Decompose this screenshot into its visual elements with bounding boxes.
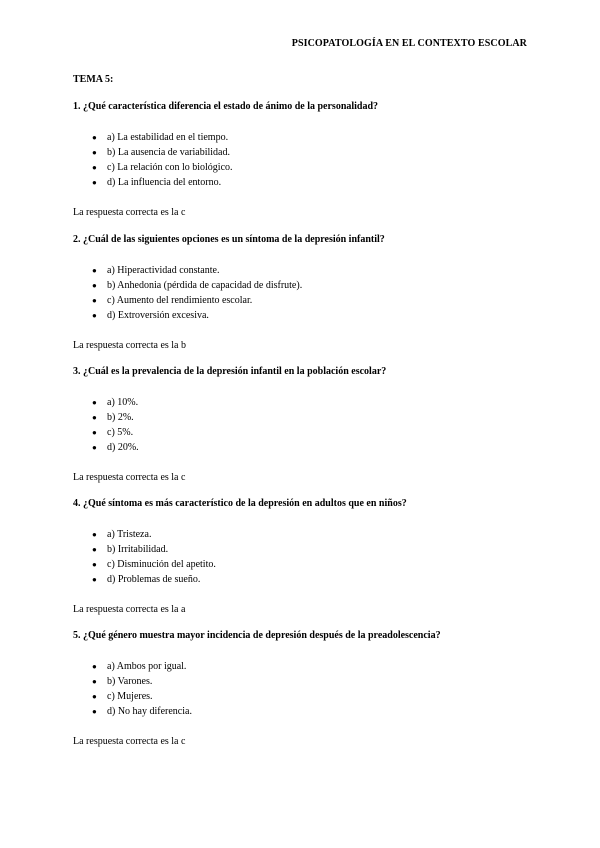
option-item: ● c) Disminución del apetito. bbox=[92, 559, 216, 570]
answer-text: La respuesta correcta es la a bbox=[73, 604, 186, 615]
bullet-icon: ● bbox=[92, 692, 97, 701]
option-item: ● a) 10%. bbox=[92, 397, 139, 408]
question-title: 2. ¿Cuál de las siguientes opciones es un síntoma de la depresión infantil? bbox=[73, 234, 385, 245]
bullet-icon: ● bbox=[92, 178, 97, 187]
question-block-3 bbox=[73, 366, 533, 484]
bullet-icon: ● bbox=[92, 545, 97, 554]
question-block-1 bbox=[73, 101, 533, 219]
bullet-icon: ● bbox=[92, 530, 97, 539]
option-item: ● d) La influencia del entorno. bbox=[92, 177, 222, 188]
option-item: ● c) Mujeres. bbox=[92, 691, 153, 702]
bullet-icon: ● bbox=[92, 443, 97, 452]
bullet-icon: ● bbox=[92, 560, 97, 569]
bullet-icon: ● bbox=[92, 707, 97, 716]
answer-text: La respuesta correcta es la c bbox=[73, 736, 186, 747]
bullet-icon: ● bbox=[92, 428, 97, 437]
question-block-2 bbox=[73, 234, 533, 352]
answer-text: La respuesta correcta es la c bbox=[73, 207, 186, 218]
option-item: ● a) Tristeza. bbox=[92, 529, 152, 540]
question-title: 1. ¿Qué característica diferencia el estado de ánimo de la personalidad? bbox=[73, 101, 379, 112]
question-title: 3. ¿Cuál es la prevalencia de la depresión infantil en la población escolar? bbox=[73, 366, 387, 377]
option-item: ● a) Ambos por igual. bbox=[92, 661, 187, 672]
topic-heading: TEMA 5: bbox=[73, 74, 114, 85]
option-item: ● c) Aumento del rendimiento escolar. bbox=[92, 295, 253, 306]
option-list bbox=[73, 263, 533, 323]
option-item: ● d) 20%. bbox=[92, 442, 139, 453]
bullet-icon: ● bbox=[92, 575, 97, 584]
bullet-icon: ● bbox=[92, 266, 97, 275]
option-item: ● a) La estabilidad en el tiempo. bbox=[92, 132, 229, 143]
bullet-icon: ● bbox=[92, 398, 97, 407]
option-item: ● d) Problemas de sueño. bbox=[92, 574, 201, 585]
bullet-icon: ● bbox=[92, 677, 97, 686]
bullet-icon: ● bbox=[92, 296, 97, 305]
option-item: ● b) Irritabilidad. bbox=[92, 544, 169, 555]
bullet-icon: ● bbox=[92, 662, 97, 671]
option-item: ● b) Varones. bbox=[92, 676, 153, 687]
answer-text: La respuesta correcta es la c bbox=[73, 472, 186, 483]
bullet-icon: ● bbox=[92, 148, 97, 157]
option-item: ● c) La relación con lo biológico. bbox=[92, 162, 233, 173]
bullet-icon: ● bbox=[92, 133, 97, 142]
option-list bbox=[73, 130, 533, 190]
option-list bbox=[73, 527, 533, 587]
document-header: PSICOPATOLOGÍA EN EL CONTEXTO ESCOLAR bbox=[291, 38, 527, 49]
option-list bbox=[73, 659, 533, 719]
option-list bbox=[73, 395, 533, 455]
question-block-5 bbox=[73, 630, 533, 748]
bullet-icon: ● bbox=[92, 413, 97, 422]
bullet-icon: ● bbox=[92, 311, 97, 320]
question-title: 4. ¿Qué síntoma es más característico de la depresión en adultos que en niños? bbox=[73, 498, 407, 509]
option-item: ● b) Anhedonia (pérdida de capacidad de disfrute). bbox=[92, 280, 303, 291]
option-item: ● b) 2%. bbox=[92, 412, 134, 423]
option-item: ● b) La ausencia de variabilidad. bbox=[92, 147, 230, 158]
question-block-4 bbox=[73, 498, 533, 616]
bullet-icon: ● bbox=[92, 163, 97, 172]
option-item: ● a) Hiperactividad constante. bbox=[92, 265, 220, 276]
option-item: ● d) Extroversión excesiva. bbox=[92, 310, 209, 321]
option-item: ● d) No hay diferencia. bbox=[92, 706, 192, 717]
answer-text: La respuesta correcta es la b bbox=[73, 340, 186, 351]
question-title: 5. ¿Qué género muestra mayor incidencia de depresión después de la preadolescencia? bbox=[73, 630, 441, 641]
bullet-icon: ● bbox=[92, 281, 97, 290]
option-item: ● c) 5%. bbox=[92, 427, 134, 438]
